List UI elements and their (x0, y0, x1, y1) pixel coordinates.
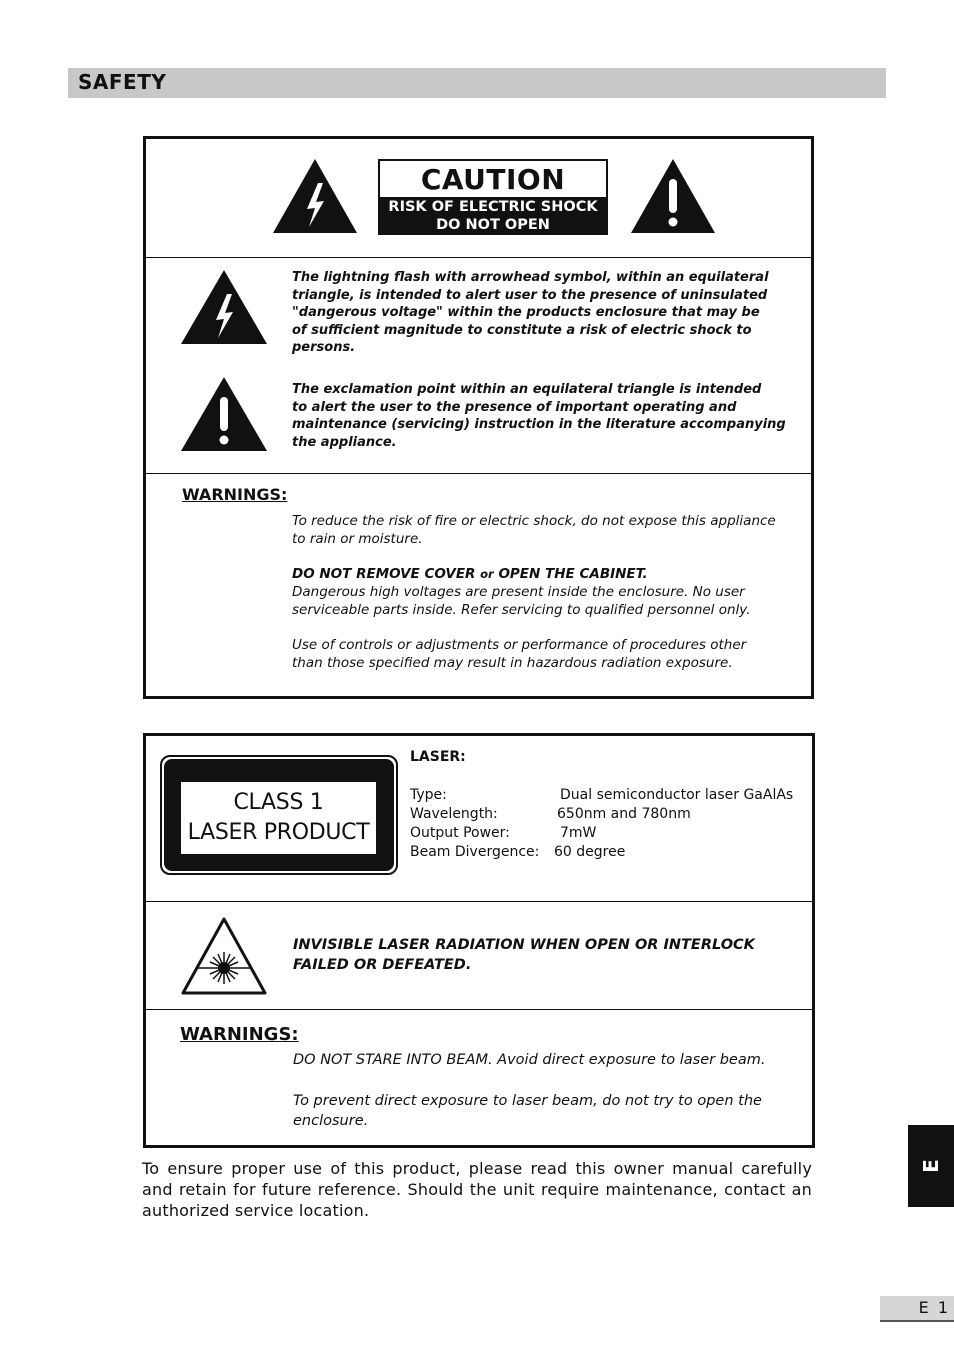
label-line: CLASS 1 (233, 790, 324, 815)
warning-paragraph (292, 636, 807, 672)
text-line: INVISIBLE LASER RADIATION WHEN OPEN OR INTERLOCK (293, 937, 755, 953)
exclamation-warning-icon (629, 157, 717, 235)
text-line: FAILED OR DEFEATED. (293, 957, 472, 973)
caution-line-2: DO NOT OPEN (436, 217, 550, 233)
caution-line-1: RISK OF ELECTRIC SHOCK (388, 199, 598, 215)
label-line: LASER PRODUCT (187, 820, 370, 845)
spec-value: Dual semiconductor laser GaAlAs (560, 787, 794, 803)
text-line: triangle, is intended to alert user to the presence of uninsulated (292, 287, 768, 303)
laser-radiation-warning (293, 935, 803, 975)
text-line: "dangerous voltage" within the products enclosure that may be (292, 305, 760, 320)
page-number: E 1 (918, 1298, 950, 1317)
text-line: Dangerous high voltages are present inside the enclosure. No user (292, 584, 745, 600)
spec-value: 650nm and 780nm (557, 806, 691, 822)
manual-notice: To ensure proper use of this product, please read this owner manual carefully and retain for future reference. Should the unit require maintenance, contact an authorized service location. (142, 1159, 812, 1220)
laser-radiation-icon (180, 916, 268, 996)
spec-value: 7mW (560, 825, 597, 841)
lightning-description (292, 269, 792, 357)
warning-emphasis (292, 565, 807, 583)
text-line: The lightning flash with arrowhead symbol, within an equilateral (292, 270, 769, 285)
text-line: enclosure. (293, 1113, 369, 1129)
text-line: serviceable parts inside. Refer servicing to qualified personnel only. (292, 602, 751, 618)
warnings-heading: WARNINGS: (180, 1024, 299, 1045)
text-line: The exclamation point within an equilateral triangle is intended (292, 382, 762, 397)
warning-paragraph (292, 512, 807, 548)
text-line: the appliance. (292, 434, 397, 450)
text-line: To prevent direct exposure to laser beam, do not try to open the (293, 1093, 762, 1109)
spec-key: Wavelength: (410, 806, 498, 822)
exclamation-description (292, 381, 802, 451)
spec-row (410, 824, 810, 843)
spec-row (410, 805, 810, 824)
text-line: persons. (292, 340, 356, 355)
class-1-label (181, 782, 376, 854)
warning-paragraph (293, 1091, 808, 1131)
divider (146, 257, 811, 258)
text-line: to alert the user to the presence of important operating and (292, 399, 737, 415)
warnings-heading: WARNINGS: (182, 485, 288, 504)
spec-row (410, 786, 810, 805)
section-header-bar (68, 68, 886, 98)
spec-key: Beam Divergence: (410, 844, 540, 860)
laser-specs (410, 786, 810, 862)
caution-subtitle (380, 197, 606, 233)
text-fragment: or (480, 567, 494, 581)
divider (146, 901, 812, 902)
spec-key: Output Power: (410, 825, 510, 841)
exclamation-warning-icon (179, 375, 269, 453)
language-tab (908, 1125, 954, 1207)
text-line: Use of controls or adjustments or performance of procedures other (292, 637, 747, 653)
divider (146, 473, 811, 474)
section-title: SAFETY (78, 70, 167, 94)
warning-paragraph: DO NOT STARE INTO BEAM. Avoid direct exposure to laser beam. (293, 1052, 766, 1068)
text-line: of sufficient magnitude to constitute a risk of electric shock to (292, 322, 752, 338)
spec-key: Type: (410, 787, 447, 803)
caution-title: CAUTION (420, 163, 566, 196)
text-line: To reduce the risk of fire or electric shock, do not expose this appliance (292, 513, 776, 529)
text-line: maintenance (servicing) instruction in the literature accompanying (292, 417, 786, 432)
divider (146, 1009, 812, 1010)
text-fragment: DO NOT REMOVE COVER (292, 566, 476, 582)
caution-label (378, 159, 608, 235)
text-fragment: OPEN THE CABINET. (498, 566, 648, 582)
laser-heading: LASER: (410, 749, 466, 765)
text-line: than those specified may result in hazardous radiation exposure. (292, 655, 733, 671)
language-tab-letter: E (919, 1159, 943, 1173)
text-line: to rain or moisture. (292, 531, 423, 547)
lightning-warning-icon (271, 157, 359, 235)
warning-paragraph (292, 565, 807, 619)
lightning-warning-icon (179, 268, 269, 346)
spec-value: 60 degree (554, 844, 626, 860)
spec-row (410, 843, 810, 862)
